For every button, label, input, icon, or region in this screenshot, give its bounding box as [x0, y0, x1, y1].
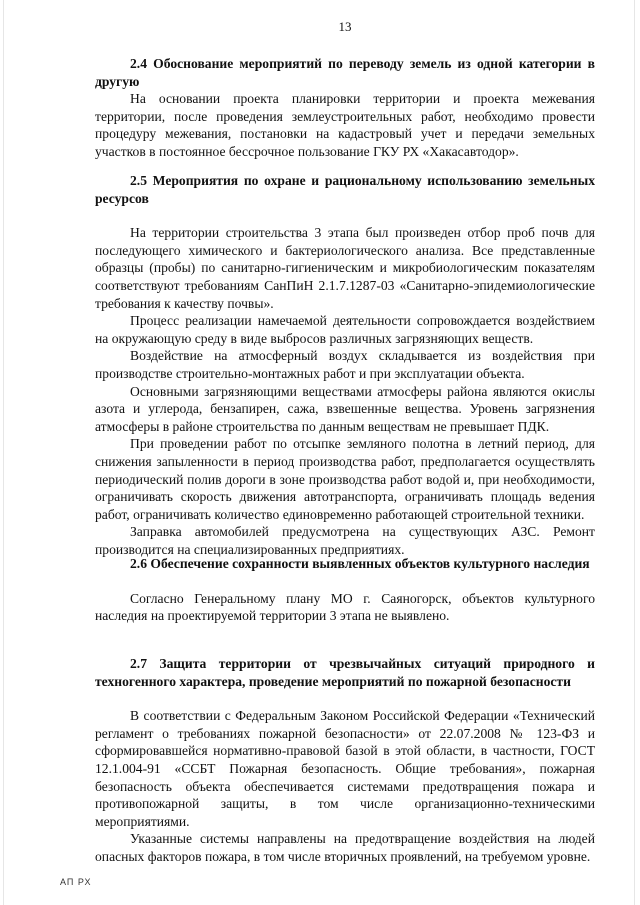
paragraph: При проведении работ по отсыпке земляного полотна в летний период, для снижения запыленности в период производства работ, предполагается осуществлять периодический полив дороги в зоне производства работ водой и, при необходимости, ограничивать скорость движения автотранспорта, ограничивать площадь ведения работ, ограничивать количество единовременно работающей строительной техники. [95, 436, 595, 522]
paragraph: На территории строительства 3 этапа был произведен отбор проб почв для последующего химического и бактериологического анализа. Все представленные образцы (пробы) по санитарно-гигиеническим и микробиологическим показателям соответствуют требованиям СанПиН 2.1.7.1287-03 «Санитарно-эпидемиологические требования к качеству почвы». [95, 225, 595, 311]
spacer [95, 207, 595, 224]
spacer [95, 690, 595, 707]
section-heading: 2.4 Обоснование мероприятий по переводу земель из одной категории в другую [95, 56, 595, 89]
page-number: 13 [338, 19, 352, 34]
paragraph: Процесс реализации намечаемой деятельности сопровождается воздействием на окружающую среду в виде выбросов различных загрязняющих веществ. [95, 313, 595, 346]
section-2-4 [95, 55, 595, 161]
section-heading: 2.5 Мероприятия по охране и рациональному использованию земельных ресурсов [95, 173, 595, 206]
section-heading: 2.7 Защита территории от чрезвычайных ситуаций природного и техногенного характера, проведение мероприятий по пожарной безопасности [95, 656, 595, 689]
spacer [95, 573, 595, 590]
paragraph: Заправка автомобилей предусмотрена на существующих АЗС. Ремонт производится на специализированных предприятиях. [95, 524, 595, 557]
paragraph: В соответствии с Федеральным Законом Российской Федерации «Технический регламент о требованиях пожарной безопасности» от 22.07.2008 № 123-ФЗ и сформировавшейся нормативно-правовой базой в этой области, в частности, ГОСТ 12.1.004-91 «ССБТ Пожарная безопасность. Общие требования», пожарная безопасность объекта обеспечивается системами предотвращения пожара и противопожарной защиты, в том числе организационно-техническими мероприятиями. [95, 708, 595, 829]
paragraph: Основными загрязняющими веществами атмосферы района являются окислы азота и углерода, бензапирен, сажа, взвешенные вещества. Уровень загрязнения атмосферы в районе строительства по данным веществам не превышает ПДК. [95, 383, 595, 434]
paragraph: Согласно Генеральному плану МО г. Саяногорск, объектов культурного наследия на проектируемой территории 3 этапа не выявлено. [95, 590, 595, 624]
paragraph: Воздействие на атмосферный воздух складывается из воздействия при производстве строительно-монтажных работ и при эксплуатации объекта. [95, 348, 595, 381]
section-2-5 [95, 172, 595, 558]
footer-mark: АП РХ [60, 877, 92, 887]
section-2-6 [95, 555, 595, 625]
paragraph: Указанные системы направлены на предотвращение воздействия на людей опасных факторов пожара, в том числе вторичных проявлений, на требуемом уровне. [95, 831, 595, 864]
scan-edge-left [3, 0, 4, 905]
section-2-7 [95, 655, 595, 866]
section-heading: 2.6 Обеспечение сохранности выявленных объектов культурного наследия [130, 556, 590, 571]
scan-edge-right [634, 0, 635, 905]
paragraph: На основании проекта планировки территории и проекта межевания территории, после проведения землеустроительных работ, необходимо провести процедуру межевания, постановки на кадастровый учет и передачи земельных участков в постоянное бессрочное пользование ГКУ РХ «Хакасавтодор». [95, 91, 595, 159]
